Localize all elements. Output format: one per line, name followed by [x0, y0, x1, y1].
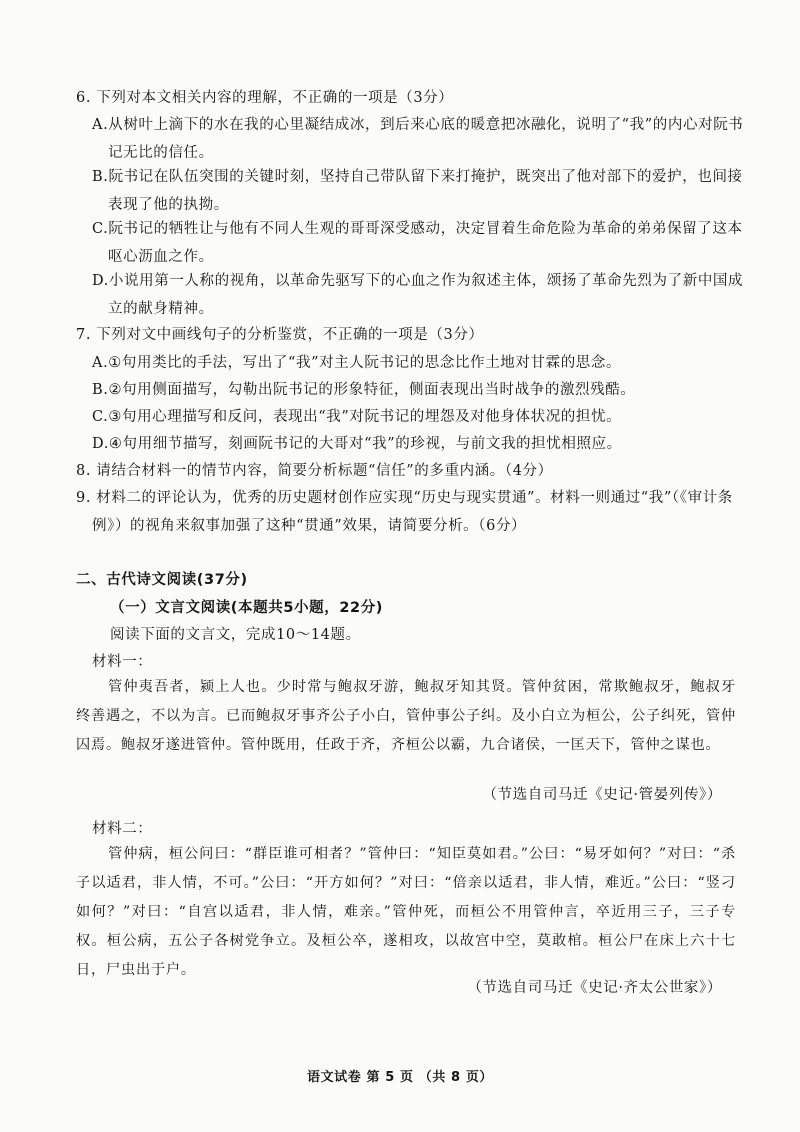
question-8: 8. 请结合材料一的情节内容，简要分析标题“信任”的多重内涵。（4分） — [76, 463, 553, 479]
material-1-text: 管仲夷吾者，颍上人也。少时常与鲍叔牙游，鲍叔牙知其贤。管仲贫困，常欺鲍叔牙，鲍叔牙终善遇之，不以为言。已而鲍叔牙事齐公子小白，管仲事公子纠。及小白立为桓公，公子纠死，管仲囚焉。鲍叔牙遂进管仲。管仲既用，任政于齐，齐桓公以霸，九合诸侯，一匡天下，管仲之谋也。 — [76, 679, 736, 753]
question-6-option-c: C.阮书记的牺牲让与他有不同人生观的哥哥深受感动，决定冒着生命危险为革命的弟弟保留了这本呕心沥血之作。 — [92, 221, 743, 265]
question-7-option-a: A.①句用类比的手法，写出了“我”对主人阮书记的思念比作土地对甘霖的思念。 — [92, 355, 622, 371]
question-7-option-d: D.④句用细节描写，刻画阮书记的大哥对“我”的珍视，与前文我的担忧相照应。 — [92, 436, 622, 452]
material-2-source: （节选自司马迁《史记·齐太公世家》） — [467, 980, 722, 996]
section-2-heading: 二、古代诗文阅读(37分) — [76, 572, 248, 588]
question-6-stem: 6. 下列对本文相关内容的理解，不正确的一项是（3分） — [76, 90, 454, 106]
question-6-option-a: A.从树叶上滴下的水在我的心里凝结成冰，到后来心底的暖意把冰融化，说明了“我”的内心对阮书记无比的信任。 — [92, 117, 744, 161]
material-2-text: 管仲病，桓公问曰：“群臣谁可相者？”管仲曰：“知臣莫如君。”公曰：“易牙如何？”对曰：“杀子以适君，非人情，不可。”公曰：“开方如何？”对曰：“倍亲以适君，非人情，难近。”公曰：“竖刁如何？”对曰：“自宫以适君，非人情，难亲。”管仲死，而桓公不用管仲言，卒近用三子，三子专权。桓公病，五公子各树党争立。及桓公卒，遂相攻，以故宫中空，莫敢棺。桓公尸在床上六十七日，尸虫出于户。 — [76, 846, 736, 978]
question-7-stem: 7. 下列对文中画线句子的分析鉴赏，不正确的一项是（3分） — [76, 327, 484, 343]
material-1-label: 材料一： — [92, 654, 153, 670]
question-7-option-c: C.③句用心理描写和反问，表现出“我”对阮书记的埋怨及对他身体状况的担忧。 — [92, 409, 622, 425]
question-6-option-b: B.阮书记在队伍突围的关键时刻，坚持自己带队留下来打掩护，既突出了他对部下的爱护，也间接表现了他的执拗。 — [92, 169, 743, 213]
reading-instruction: 阅读下面的文言文，完成10～14题。 — [110, 627, 361, 643]
question-7-option-b: B.②句用侧面描写，勾勒出阮书记的形象特征，侧面表现出当时战争的激烈残酷。 — [92, 382, 636, 398]
material-1-source: （节选自司马迁《史记·管晏列传》） — [482, 787, 722, 803]
question-6-option-d: D.小说用第一人称的视角，以革命先驱写下的心血之作为叙述主体，颂扬了革命先烈为了新中国成立的献身精神。 — [92, 273, 744, 317]
section-2-subheading: （一）文言文阅读(本题共5小题，22分) — [110, 600, 384, 616]
question-9: 9. 材料二的评论认为，优秀的历史题材创作应实现“历史与现实贯通”。材料一则通过“我”（《审计条例》）的视角来叙事加强了这种“贯通”效果，请简要分析。（6分） — [76, 490, 733, 534]
page-footer: 语文试卷 第 5 页 （共 8 页） — [306, 1070, 494, 1085]
material-2-label: 材料二： — [92, 821, 153, 837]
